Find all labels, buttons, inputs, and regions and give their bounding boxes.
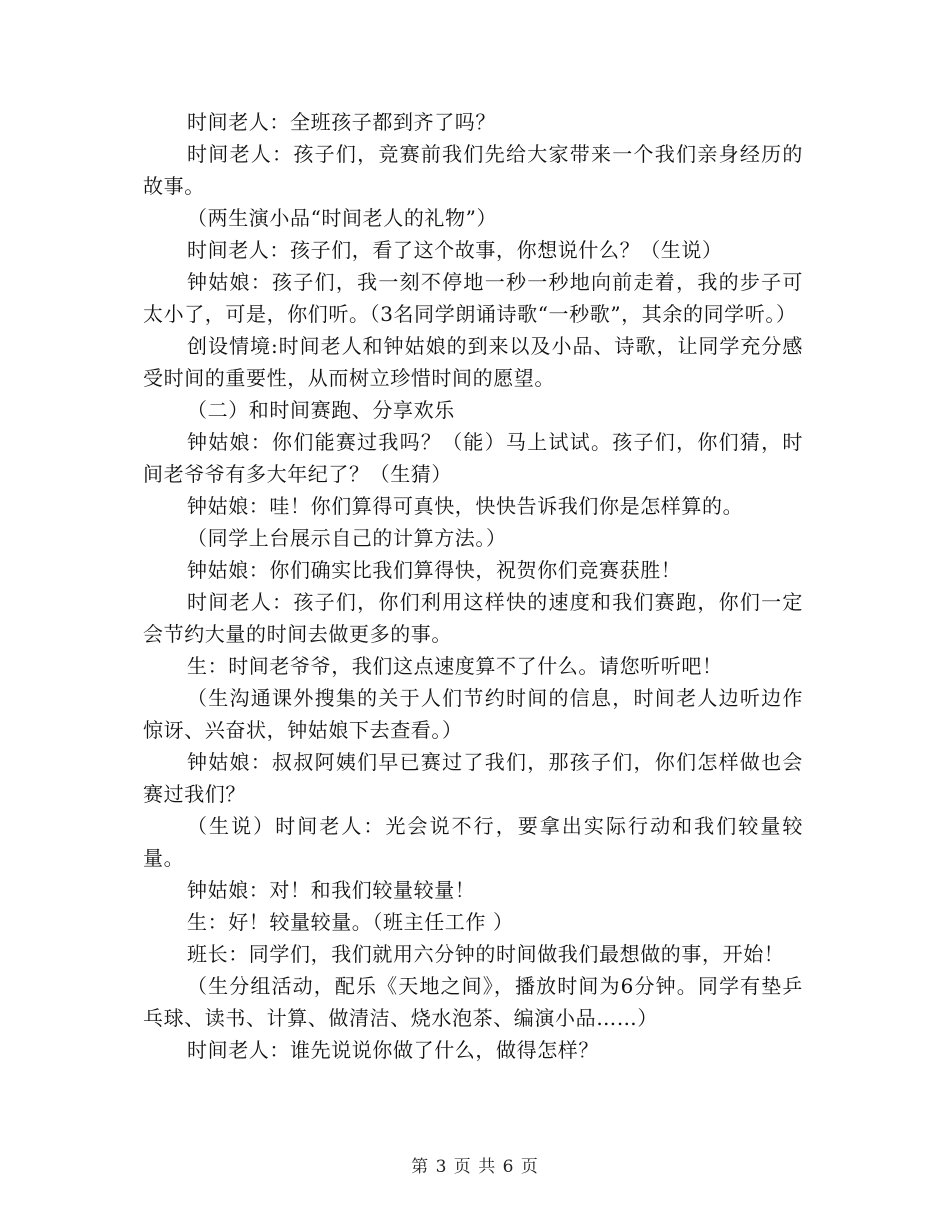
paragraph: （同学上台展示自己的计算方法。） xyxy=(187,526,507,550)
paragraph: 生：时间老爷爷，我们这点速度算不了什么。请您听听吧！ xyxy=(187,654,723,678)
paragraph: 时间老人：谁先说说你做了什么，做得怎样？ xyxy=(187,1038,599,1062)
paragraph: （生说）时间老人：光会说不行，要拿出实际行动和我们较量较量。 xyxy=(143,814,803,870)
page-number-footer: 第 3 页 共 6 页 xyxy=(411,1157,539,1177)
paragraph: 钟姑娘：你们确实比我们算得快，祝贺你们竞赛获胜！ xyxy=(187,558,682,582)
paragraph: 钟姑娘：对！和我们较量较量！ xyxy=(187,878,476,902)
paragraph: 钟姑娘：你们能赛过我吗？（能）马上试试。孩子们，你们猜，时间老爷爷有多大年纪了？（生猜） xyxy=(143,430,803,486)
paragraph: 钟姑娘：叔叔阿姨们早已赛过了我们，那孩子们，你们怎样做也会赛过我们？ xyxy=(143,750,803,806)
paragraph: （生沟通课外搜集的关于人们节约时间的信息，时间老人边听边作惊讶、兴奋状，钟姑娘下去查看。） xyxy=(143,686,803,742)
paragraph: 时间老人：孩子们，竞赛前我们先给大家带来一个我们亲身经历的故事。 xyxy=(143,142,803,198)
document-body xyxy=(143,106,803,1066)
paragraph: 钟姑娘：孩子们，我一刻不停地一秒一秒地向前走着，我的步子可太小了，可是，你们听。（3名同学朗诵诗歌“一秒歌”，其余的同学听。） xyxy=(143,270,803,326)
paragraph: 生：好！较量较量。（班主任工作 ） xyxy=(187,910,514,934)
paragraph: （生分组活动，配乐《天地之间》，播放时间为6分钟。同学有垫乒乓球、读书、计算、做清洁、烧水泡茶、编演小品……） xyxy=(143,974,803,1030)
paragraph: （两生演小品“时间老人的礼物”） xyxy=(187,206,498,230)
paragraph: 时间老人：全班孩子都到齐了吗？ xyxy=(187,110,496,134)
paragraph: 钟姑娘：哇！你们算得可真快，快快告诉我们你是怎样算的。 xyxy=(187,494,744,518)
paragraph: 班长：同学们，我们就用六分钟的时间做我们最想做的事，开始！ xyxy=(187,942,785,966)
paragraph: 创设情境:时间老人和钟姑娘的到来以及小品、诗歌，让同学充分感受时间的重要性，从而树立珍惜时间的愿望。 xyxy=(143,334,803,390)
paragraph: 时间老人：孩子们，你们利用这样快的速度和我们赛跑，你们一定会节约大量的时间去做更多的事。 xyxy=(143,590,803,646)
section-heading: （二）和时间赛跑、分享欢乐 xyxy=(187,398,455,422)
paragraph: 时间老人：孩子们，看了这个故事，你想说什么？（生说） xyxy=(187,238,723,262)
